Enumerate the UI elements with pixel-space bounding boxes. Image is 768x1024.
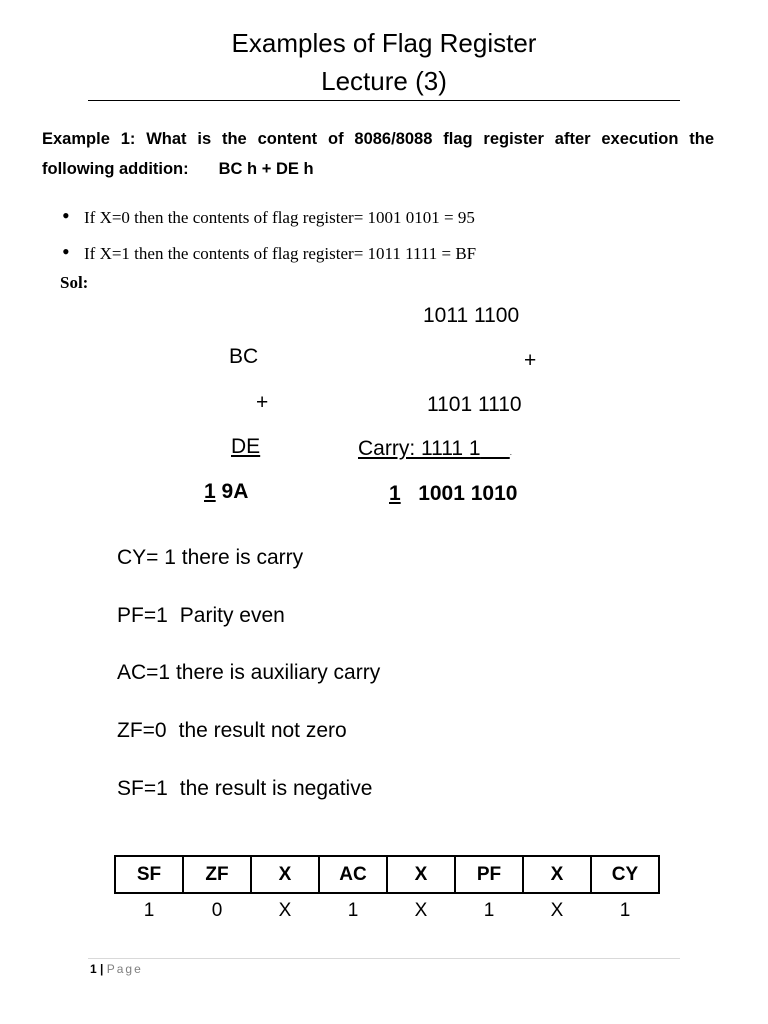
- flag-name: CY= 1: [117, 546, 176, 569]
- flag-line-cy: [117, 546, 303, 570]
- flag-desc: there is carry: [181, 546, 304, 569]
- flag-header-cell: PF: [455, 856, 523, 893]
- bin-carry-row: Carry: 1111 1 .: [358, 437, 512, 460]
- page-title: Examples of Flag Register: [231, 28, 537, 58]
- flag-value-cell: 1: [347, 900, 359, 921]
- page-subtitle: Lecture (3): [321, 66, 447, 96]
- example-question-line1: Example 1: What is the content of 8086/8088 flag register after execution the: [42, 130, 714, 148]
- bin-carry-digit: 1: [389, 482, 401, 505]
- hex-result: [204, 480, 248, 504]
- bullet-dot-icon: •: [62, 239, 70, 264]
- flag-value-cell: 1: [483, 900, 495, 921]
- bullet-item: [62, 203, 475, 228]
- flag-line-sf: [117, 777, 372, 801]
- example-question-line2: [42, 160, 314, 179]
- bullet-text: If X=0 then the contents of flag register= 1001 0101 = 95: [84, 208, 475, 227]
- hex-plus-sign: +: [256, 391, 269, 414]
- footer-separator: |: [100, 962, 104, 976]
- flag-value-row: [115, 893, 659, 928]
- flag-desc: Parity even: [179, 604, 285, 627]
- flag-line-zf: [117, 719, 347, 743]
- footer-divider: [88, 958, 680, 959]
- bin-operand-1: 1011 1100: [423, 304, 520, 327]
- bullet-item: [62, 239, 477, 264]
- example-label: following addition:: [42, 160, 189, 178]
- flag-line-pf: [117, 604, 285, 628]
- hex-carry-digit: 1: [204, 480, 216, 503]
- page-label: Page: [106, 962, 143, 976]
- flag-value-cell: 1: [143, 900, 155, 921]
- flag-header-cell: X: [387, 856, 455, 893]
- bin-result-value: 1001 1010: [418, 482, 518, 505]
- flag-desc: the result is negative: [179, 777, 373, 800]
- flag-desc: there is auxiliary carry: [175, 661, 381, 684]
- solution-label: Sol:: [60, 273, 89, 292]
- flag-register-table: [114, 855, 660, 928]
- flag-name: PF=1: [117, 604, 168, 627]
- flag-header-cell: X: [523, 856, 591, 893]
- flag-name: ZF=0: [117, 719, 167, 742]
- flag-header-cell: AC: [319, 856, 387, 893]
- flag-value-cell: 0: [211, 900, 223, 921]
- page-footer: [90, 962, 143, 976]
- hex-result-value: 9A: [221, 480, 249, 503]
- bin-plus-sign: +: [524, 349, 537, 372]
- flag-header-cell: ZF: [183, 856, 251, 893]
- flag-header-cell: CY: [591, 856, 659, 893]
- hex-operand-1: BC: [229, 345, 259, 368]
- flag-header-row: [115, 856, 659, 893]
- flag-name: AC=1: [117, 661, 171, 684]
- bin-carry-text: Carry: 1111 1: [358, 437, 481, 460]
- bullet-text: If X=1 then the contents of flag register= 1011 1111 = BF: [84, 244, 477, 263]
- example-expression: BC h + DE h: [218, 160, 314, 178]
- flag-header-cell: X: [251, 856, 319, 893]
- bin-operand-2: 1101 1110: [427, 393, 522, 416]
- flag-value-cell: X: [278, 900, 292, 921]
- bin-result: [389, 482, 517, 506]
- flag-value-cell: X: [414, 900, 428, 921]
- flag-line-ac: [117, 661, 380, 685]
- hex-operand-2: DE: [231, 435, 261, 458]
- title-divider: [88, 100, 680, 101]
- flag-desc: the result not zero: [178, 719, 347, 742]
- page-number: 1: [90, 962, 97, 976]
- flag-value-cell: 1: [619, 900, 631, 921]
- flag-header-cell: SF: [115, 856, 183, 893]
- flag-name: SF=1: [117, 777, 168, 800]
- flag-value-cell: X: [550, 900, 564, 921]
- bullet-dot-icon: •: [62, 203, 70, 228]
